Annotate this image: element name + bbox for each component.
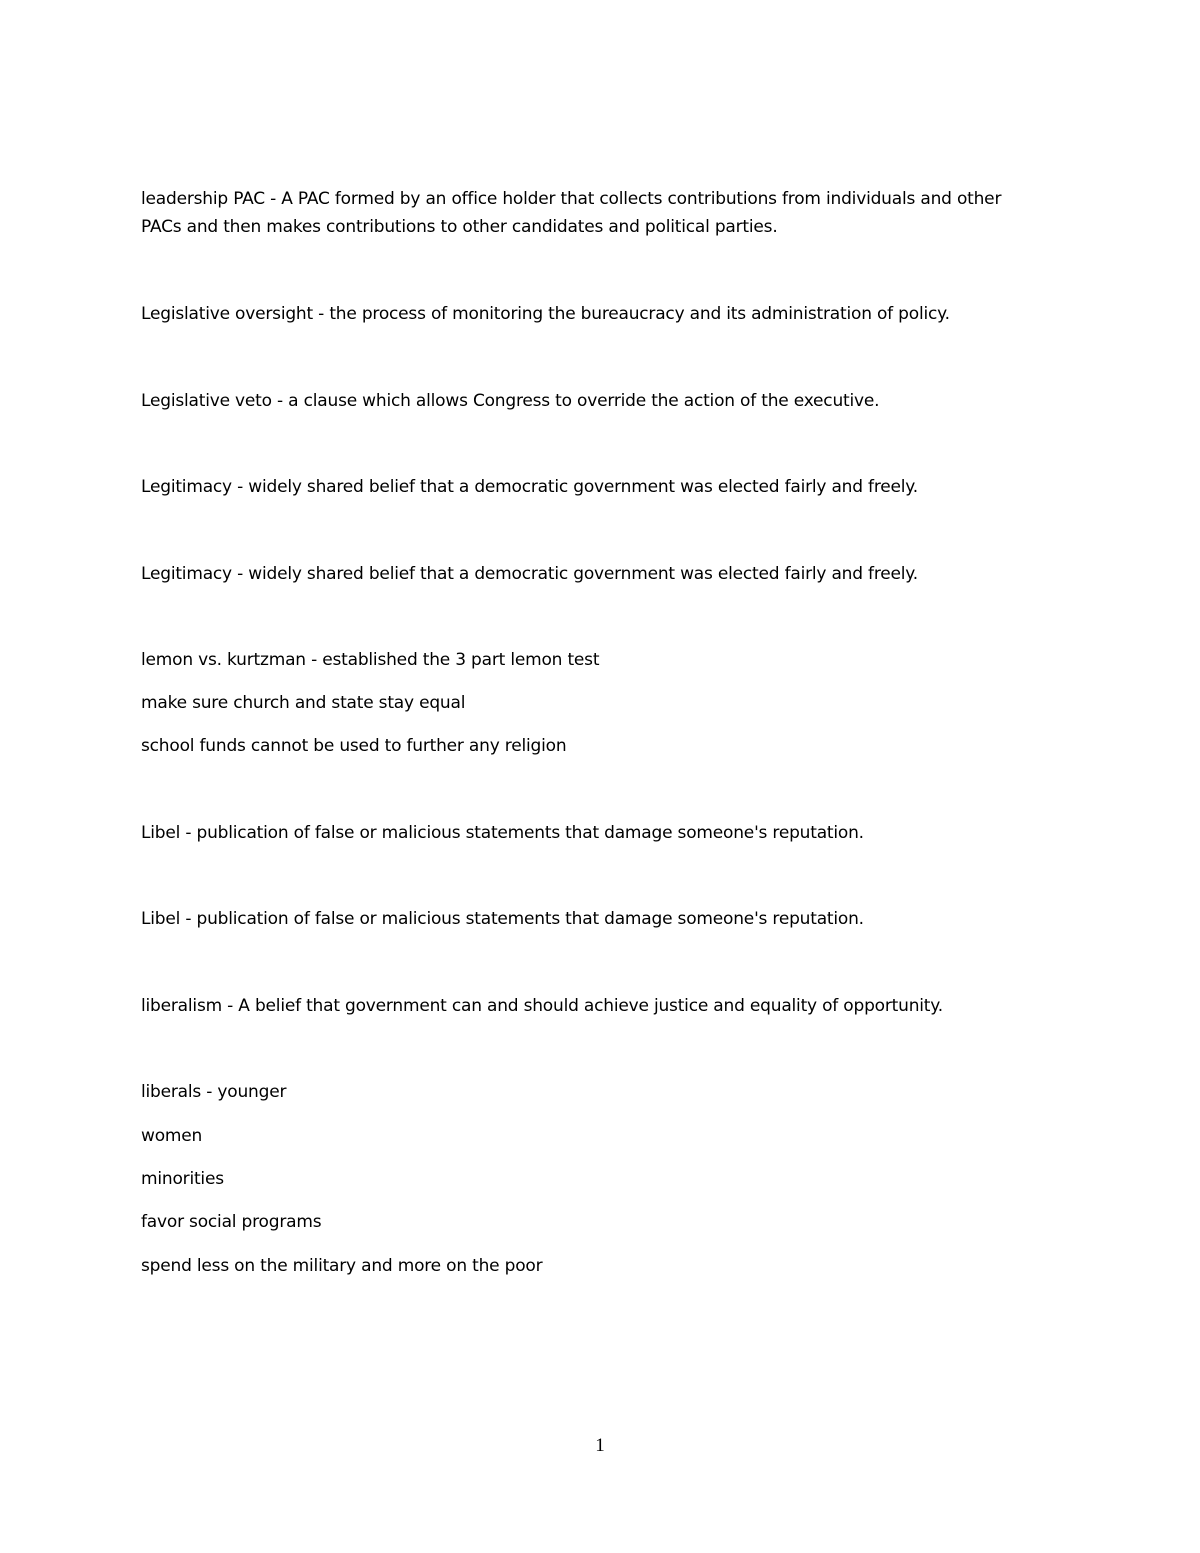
text-line-lemon-vs-kurtzman: lemon vs. kurtzman - established the 3 part lemon test [141, 650, 600, 670]
text-line-leadership-pac: leadership PAC - A PAC formed by an office holder that collects contributions from individuals and other [141, 189, 1002, 209]
text-line-minorities: minorities [141, 1169, 224, 1189]
text-line-libel: Libel - publication of false or malicious statements that damage someone's reputation. [141, 823, 864, 843]
text-line-libel-repeat: Libel - publication of false or malicious statements that damage someone's reputation. [141, 909, 864, 929]
text-line-leadership-pac-cont: PACs and then makes contributions to other candidates and political parties. [141, 217, 778, 237]
text-line-social-programs: favor social programs [141, 1212, 322, 1232]
page-number: 1 [595, 1435, 605, 1456]
text-line-legislative-oversight: Legislative oversight - the process of monitoring the bureaucracy and its administration of policy. [141, 304, 950, 324]
text-line-military-poor: spend less on the military and more on the poor [141, 1256, 543, 1276]
text-line-liberals: liberals - younger [141, 1082, 287, 1102]
text-line-legitimacy: Legitimacy - widely shared belief that a democratic government was elected fairly and freely. [141, 477, 918, 497]
text-line-church-state: make sure church and state stay equal [141, 693, 466, 713]
text-line-liberalism: liberalism - A belief that government can and should achieve justice and equality of opportunity. [141, 996, 943, 1016]
text-line-school-funds: school funds cannot be used to further any religion [141, 736, 567, 756]
text-line-legitimacy-repeat: Legitimacy - widely shared belief that a democratic government was elected fairly and freely. [141, 564, 918, 584]
text-line-women: women [141, 1126, 203, 1146]
text-line-legislative-veto: Legislative veto - a clause which allows Congress to override the action of the executive. [141, 391, 880, 411]
